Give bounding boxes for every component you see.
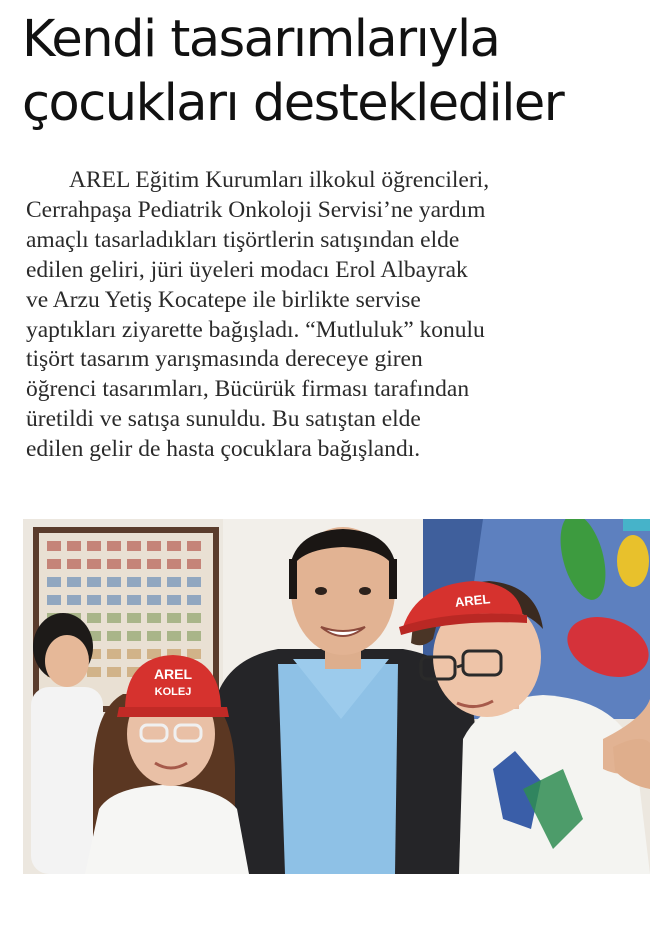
article-photo bbox=[23, 519, 650, 874]
headline-line: çocukları desteklediler bbox=[22, 74, 564, 133]
body-line: üretildi ve satışa sunuldu. Bu satıştan elde bbox=[26, 406, 421, 433]
cap-text: AREL bbox=[454, 591, 491, 610]
body-line: tişört tasarım yarışmasında dereceye giren bbox=[26, 346, 423, 373]
body-line: edilen gelir de hasta çocuklara bağışlandı. bbox=[26, 436, 421, 463]
article-headline bbox=[22, 8, 652, 136]
body-line: edilen geliri, jüri üyeleri modacı Erol Albayrak bbox=[26, 256, 468, 283]
cap-text: KOLEJ bbox=[154, 686, 192, 698]
body-line: amaçlı tasarladıkları tişörtlerin satışından elde bbox=[26, 226, 460, 253]
body-line: öğrenci tasarımları, Bücürük firması tarafından bbox=[26, 376, 470, 403]
background-child bbox=[31, 613, 103, 874]
body-line: AREL Eğitim Kurumları ilkokul öğrencileri, bbox=[69, 167, 490, 193]
cap-text: AREL bbox=[153, 666, 193, 682]
headline-line: Kendi tasarımlarıyla bbox=[22, 10, 500, 69]
article-body bbox=[26, 166, 646, 465]
body-line: yaptıkları ziyarette bağışladı. “Mutluluk” konulu bbox=[26, 316, 485, 343]
body-line: Cerrahpaşa Pediatrik Onkoloji Servisi’ne yardım bbox=[26, 196, 486, 223]
body-line: ve Arzu Yetiş Kocatepe ile birlikte servise bbox=[26, 286, 421, 313]
